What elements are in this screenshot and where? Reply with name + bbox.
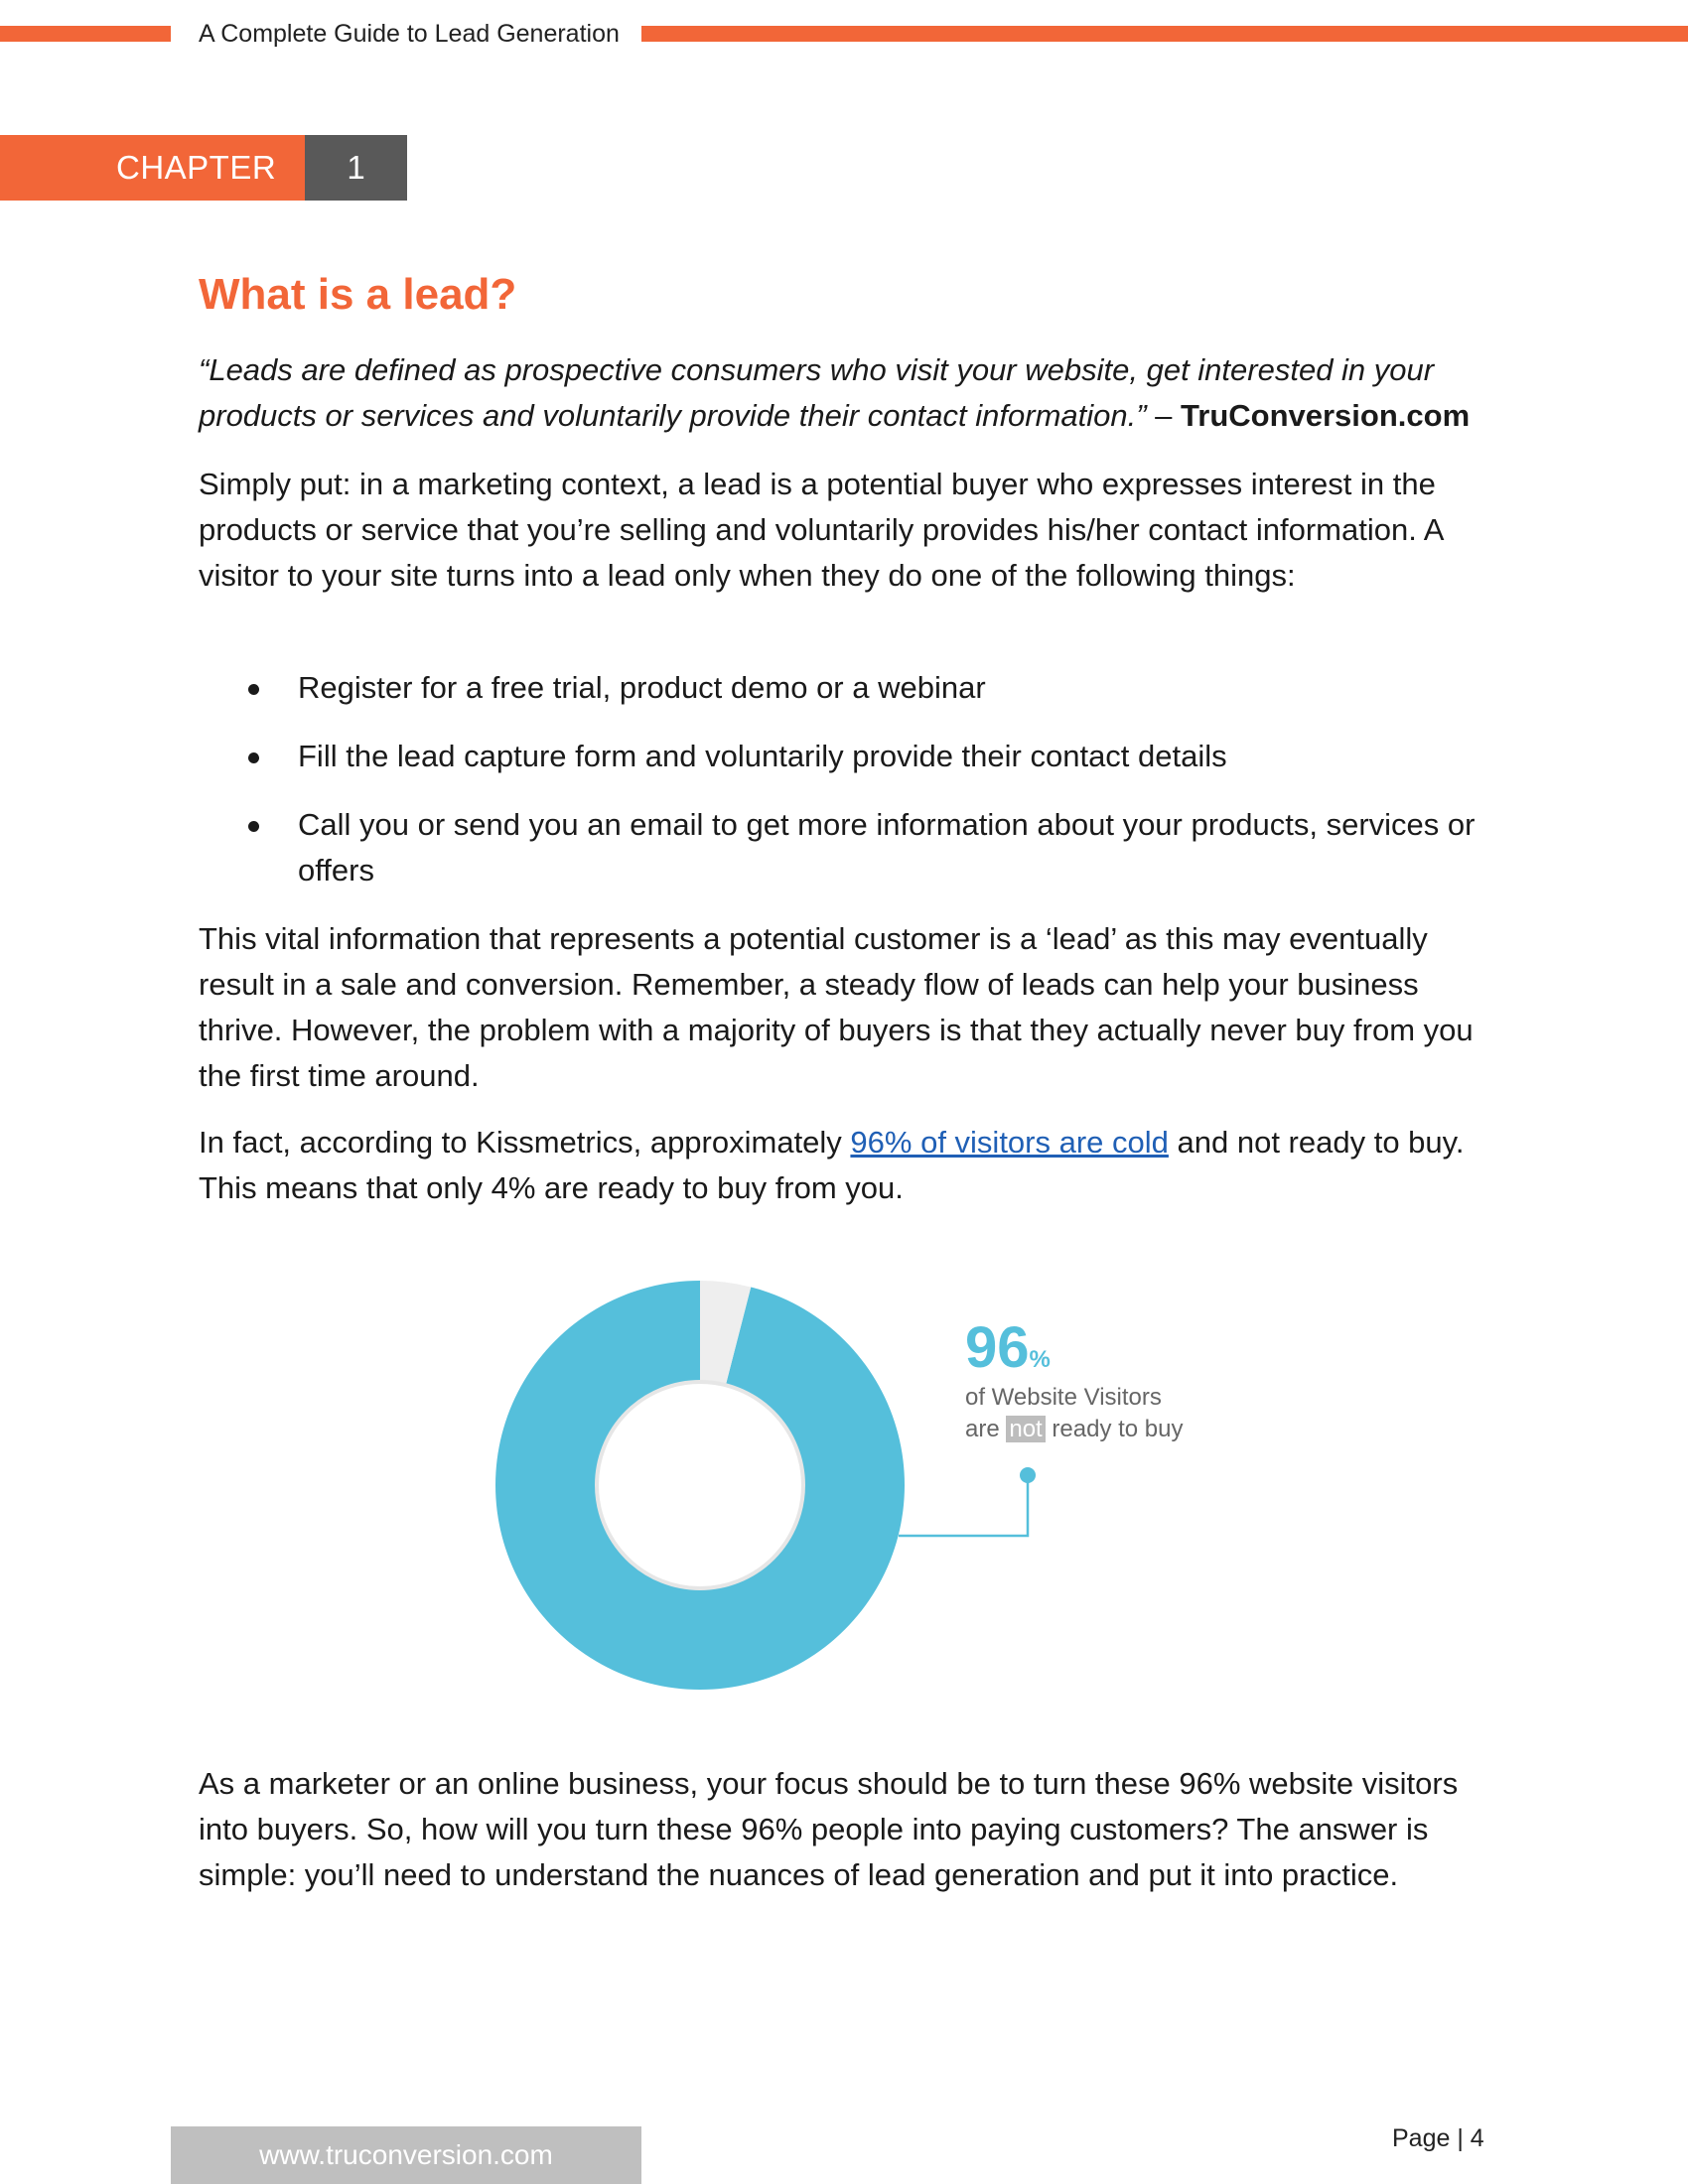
list-item-text: Register for a free trial, product demo or a webinar (298, 670, 986, 705)
stat-label-highlight: not (1006, 1416, 1045, 1442)
quote-dash: – (1146, 398, 1182, 433)
stat-value (965, 1316, 1051, 1392)
header-accent-bar-left (0, 26, 171, 42)
list-item (199, 802, 1489, 893)
chapter-badge (0, 135, 407, 201)
chapter-number: 1 (305, 135, 407, 201)
callout-leader-line (899, 1479, 1028, 1536)
definition-quote (199, 347, 1489, 439)
list-item (199, 665, 1489, 711)
callout-dot (1020, 1467, 1036, 1483)
statistic-link[interactable]: 96% of visitors are cold (850, 1125, 1169, 1160)
stat-label-line2 (965, 1414, 1183, 1445)
bullet-icon (248, 752, 259, 763)
bullet-icon (248, 684, 259, 695)
quote-source: TruConversion.com (1181, 398, 1471, 433)
paragraph-lead-value: This vital information that represents a potential customer is a ‘lead’ as this may eventually result in a sale and conversion. Remember, a steady flow of leads can help your business thrive. However, the problem with a majority of buyers is that they actually never buy from you the first time around. (199, 921, 1474, 1093)
list-item-text: Fill the lead capture form and voluntarily provide their contact details (298, 739, 1227, 773)
visitors-donut-chart (487, 1271, 1241, 1707)
lead-actions-list (199, 665, 1489, 916)
page-number: Page | 4 (1392, 2124, 1484, 2152)
list-item (199, 734, 1489, 779)
header-accent-bar-right (641, 26, 1688, 42)
footer-website-url: www.truconversion.com (171, 2126, 641, 2184)
stat-label-after: ready to buy (1045, 1416, 1184, 1442)
statistic-text-after: and not ready to buy. This means that only 4% are ready to buy from you. (199, 1125, 1465, 1205)
bullet-icon (248, 821, 259, 832)
paragraph-statistic (199, 1120, 1489, 1211)
donut-hole (597, 1382, 803, 1588)
paragraph-conclusion: As a marketer or an online business, your focus should be to turn these 96% website visitors into buyers. So, how will you turn these 96% people into paying customers? The answer is simple: you’ll need to understand the nuances of lead generation and put it into practice. (199, 1766, 1459, 1892)
chapter-label: CHAPTER (0, 135, 305, 201)
paragraph-definition: Simply put: in a marketing context, a lead is a potential buyer who expresses interest in the products or service that you’re selling and voluntarily provides his/her contact information. A visitor to your site turns into a lead only when they do one of the following things: (199, 467, 1443, 593)
statistic-text-before: In fact, according to Kissmetrics, approximately (199, 1125, 851, 1160)
quote-text: “Leads are defined as prospective consumers who visit your website, get interested in your products or services and voluntarily provide their contact information.” (199, 352, 1435, 433)
stat-label-line1: of Website Visitors (965, 1384, 1162, 1411)
document-title: A Complete Guide to Lead Generation (199, 20, 620, 48)
stat-number: 96 (965, 1315, 1030, 1380)
list-item-text: Call you or send you an email to get more information about your products, services or offers (298, 807, 1476, 887)
section-heading: What is a lead? (199, 270, 517, 319)
stat-unit: % (1029, 1346, 1051, 1373)
stat-label-before: are (965, 1416, 1007, 1442)
